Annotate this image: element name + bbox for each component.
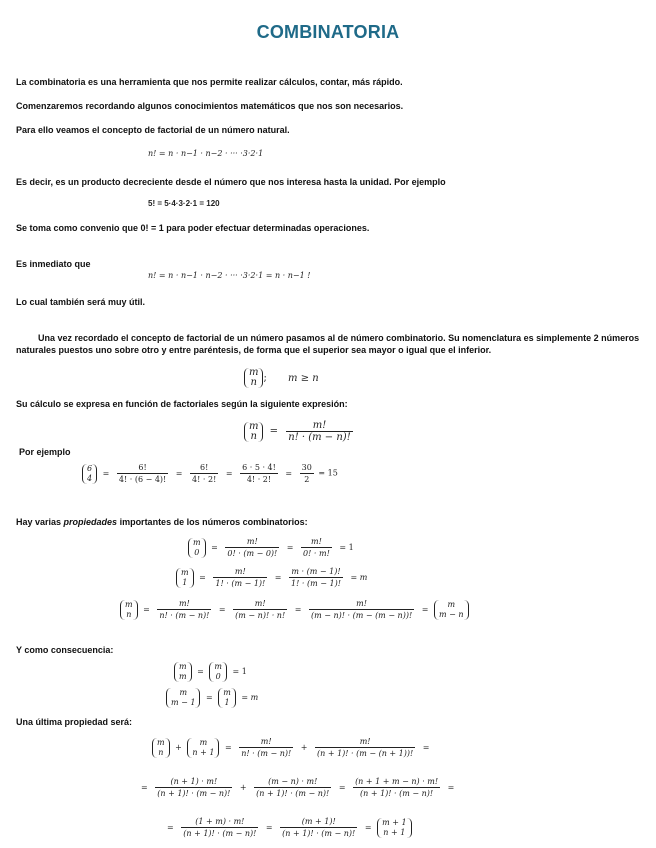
paragraph-recall: Comenzaremos recordando algunos conocimientos matemáticos que nos son necesarios. [16, 101, 404, 111]
page-title: COMBINATORIA [256, 22, 400, 42]
paragraph-example: Por ejemplo [19, 447, 71, 457]
formula-binomial-zero: m 0 = $\frac{m!}{0! \cdot (m - 0)!}$ = $\frac{m!}{0! \cdot m!}$ = 1 [188, 536, 357, 559]
formula-binomial-m-minus-one: m m − 1 = m 1 = m [166, 688, 261, 708]
formula-binomial-example: 6 4 = $\frac{6!}{4! \cdot (6 - 4)!}$ = $\frac{6!}{4! \cdot 2!}$ = $\frac{6 \cdot 5 \cdot 4!}{4! \cdot 2!}$ = $\frac{30}{2}$ = 15 [82, 462, 338, 485]
paragraph-intro: La combinatoria es una herramienta que nos permite realizar cálculos, contar, más rápido. [16, 77, 403, 87]
paragraph-properties: Hay varias propiedades importantes de los números combinatorios: [16, 517, 308, 527]
formula-factorial-example: 5! = 5·4·3·2·1 = 120 [148, 199, 220, 208]
formula-pascal-line2: = $\frac{(n + 1) \cdot m!}{(n + 1)! \cdot (m - n)!}$ + $\frac{(m - n) \cdot m!}{(n + 1)! \cdot (m - n)!}$ = $\frac{(n + 1 + m - n) \cdot m!}{(n + 1)! \cdot (m - n)!}$ = [141, 777, 455, 798]
binomial-symbol: m n [244, 368, 263, 388]
paragraph-decreasing-product: Es decir, es un producto decreciente desde el número que nos interesa hasta la unidad. Por ejemplo [16, 177, 446, 187]
paragraph-factorial-concept: Para ello veamos el concepto de factorial de un número natural. [16, 125, 290, 135]
paragraph-immediate: Es inmediato que [16, 259, 91, 269]
formula-pascal-line1: m n + m n + 1 = $\frac{m!}{n! \cdot (m - n)!}$ + $\frac{m!}{(n + 1)! \cdot (m - (n + 1))!}$ = [152, 736, 432, 759]
formula-pascal-line3: = $\frac{(1 + m) \cdot m!}{(n + 1)! \cdot (m - n)!}$ = $\frac{(m + 1)!}{(n + 1)! \cdot (m - n)!}$ = m + 1 n + 1 [164, 816, 412, 839]
formula-factorial-definition [148, 149, 263, 158]
formula-binomial-notation: m n ; m ≥ n [244, 368, 319, 388]
formula-factorial-recursive [148, 271, 310, 280]
formula-text: n! = n · n−1 · n−2 · ··· ·3·2·1 = n · n−1 ! [148, 271, 311, 280]
binomial-symbol: m n [244, 422, 263, 442]
properties-word: propiedades [63, 517, 118, 527]
paragraph-convention: Se toma como convenio que 0! = 1 para poder efectuar determinadas operaciones. [16, 223, 370, 233]
paragraph-consequence: Y como consecuencia: [16, 645, 114, 655]
formula-binomial-one: m 1 = $\frac{m!}{1! \cdot (m - 1)!}$ = $\frac{m \cdot (m - 1)!}{1! \cdot (m - 1)!}$ = m [176, 566, 370, 589]
formula-binomial-factorials: m n = $\frac{m!}{n! \cdot (m - n)!}$ [244, 420, 355, 443]
formula-text: n! = n · n−1 · n−2 · ··· ·3·2·1 [148, 149, 264, 158]
formula-binomial-m-m: m m = m 0 = 1 [174, 662, 250, 682]
fraction: $\frac{m!}{n! \cdot (m - n)!}$ [288, 420, 351, 443]
formula-condition: m ≥ n [288, 372, 319, 384]
paragraph-calculation: Su cálculo se expresa en función de factoriales según la siguiente expresión: [16, 399, 348, 409]
paragraph-last-property: Una última propiedad será: [16, 717, 133, 727]
paragraph-combinatorial-number: Una vez recordado el concepto de factorial de un número pasamos al de número combinatorio. Su nomenclatura es simplemente 2 números naturales puestos uno sobre otro y entre paréntesis, de forma que el superior sea mayor o igual que el inferior. [16, 333, 640, 355]
formula-binomial-symmetry: m n = $\frac{m!}{n! \cdot (m - n)!}$ = $\frac{m!}{(m - n)! \cdot n!}$ = $\frac{m!}{(m - n)! \cdot (m - (m - n))!}$ = m m − n [120, 598, 469, 621]
paragraph-useful: Lo cual también será muy útil. [16, 297, 146, 307]
